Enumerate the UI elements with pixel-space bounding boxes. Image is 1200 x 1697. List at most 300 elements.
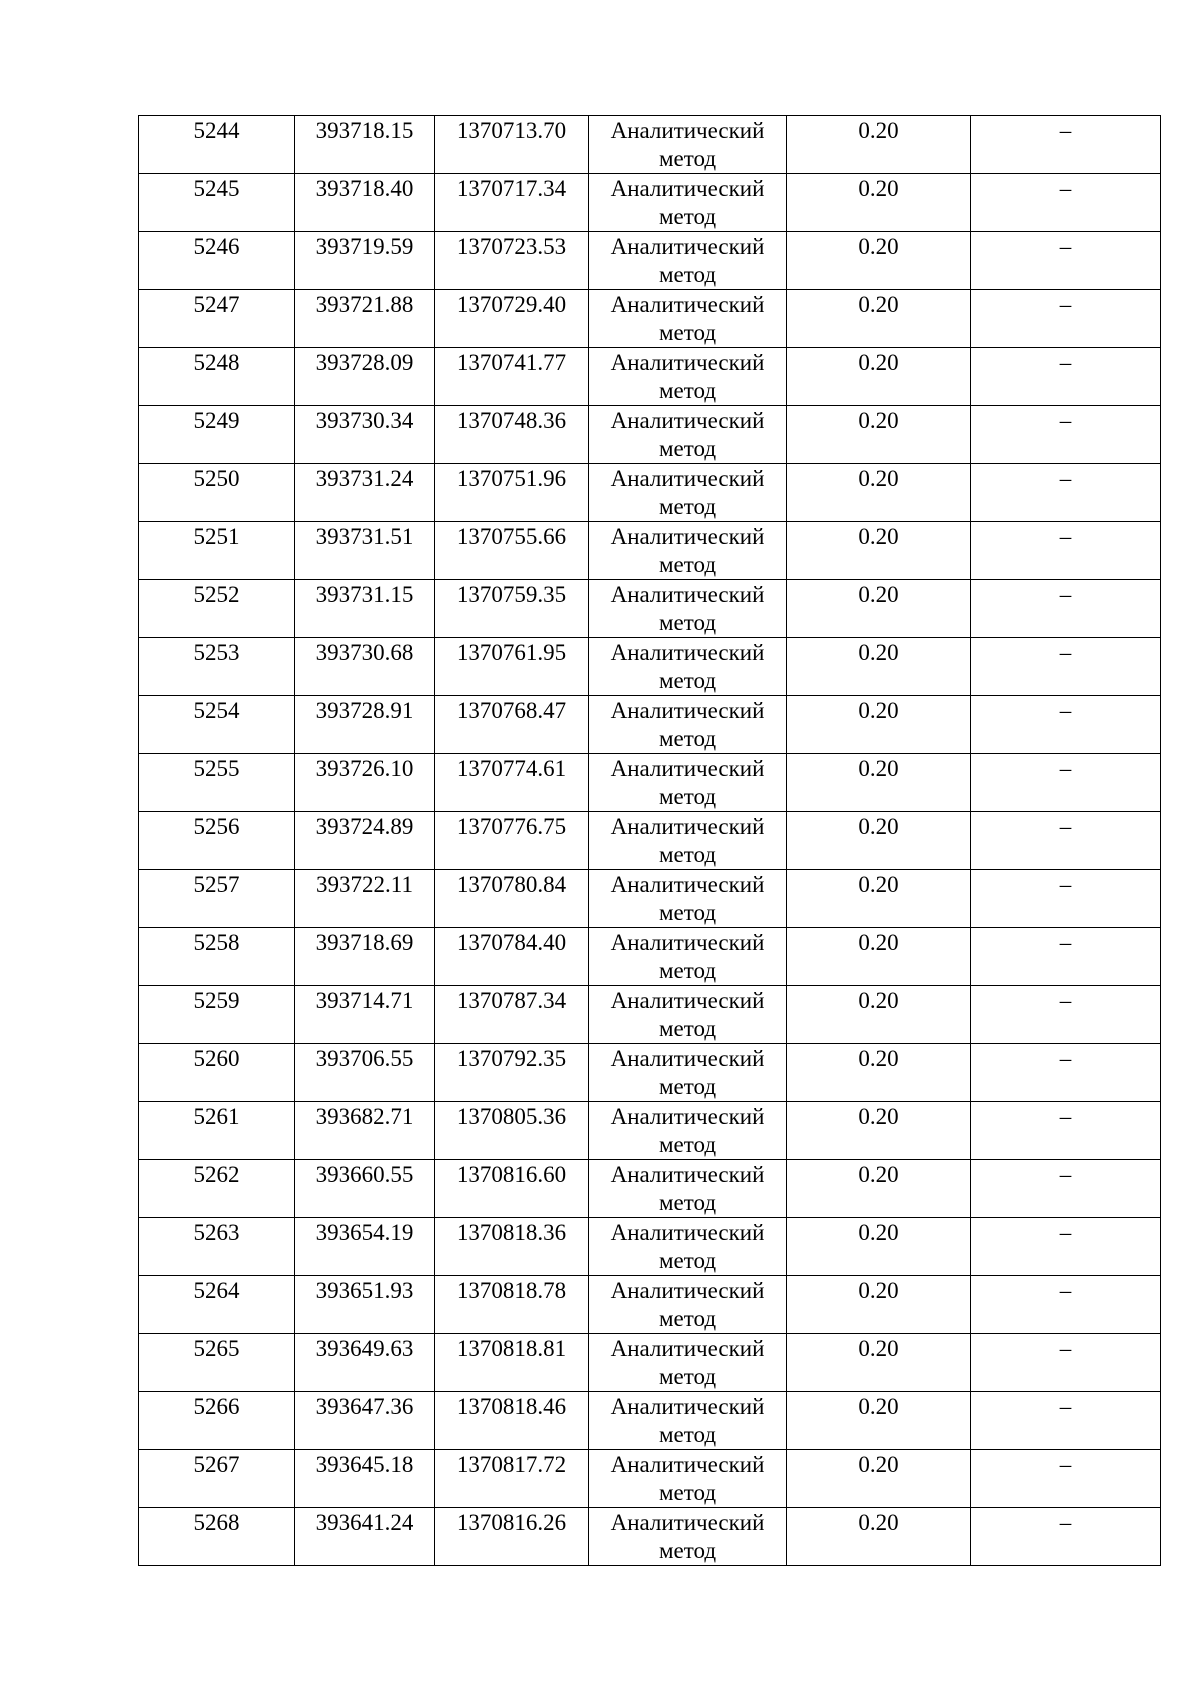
y-coordinate: 1370787.34 bbox=[456, 988, 567, 1013]
y-coordinate: 1370723.53 bbox=[456, 234, 567, 259]
x-coordinate-cell bbox=[295, 638, 435, 696]
point-number-cell bbox=[139, 1276, 295, 1334]
table-row bbox=[139, 754, 1161, 812]
note-dash: – bbox=[1059, 1104, 1072, 1129]
method-cell bbox=[589, 638, 787, 696]
point-number: 5257 bbox=[193, 872, 240, 897]
y-coordinate: 1370755.66 bbox=[456, 524, 567, 549]
x-coordinate: 393654.19 bbox=[315, 1220, 414, 1245]
x-coordinate-cell bbox=[295, 1508, 435, 1566]
point-number: 5258 bbox=[193, 930, 240, 955]
note-cell bbox=[971, 1160, 1161, 1218]
method-text: Аналитический метод bbox=[610, 176, 765, 229]
y-coordinate-cell bbox=[435, 1450, 589, 1508]
note-dash: – bbox=[1059, 930, 1072, 955]
accuracy-value: 0.20 bbox=[858, 582, 899, 607]
point-number: 5252 bbox=[193, 582, 240, 607]
point-number: 5246 bbox=[193, 234, 240, 259]
method-text: Аналитический метод bbox=[610, 640, 765, 693]
note-dash: – bbox=[1059, 1336, 1072, 1361]
point-number: 5250 bbox=[193, 466, 240, 491]
method-text: Аналитический метод bbox=[610, 1394, 765, 1447]
accuracy-value: 0.20 bbox=[858, 524, 899, 549]
table-row bbox=[139, 1276, 1161, 1334]
table-row bbox=[139, 1392, 1161, 1450]
y-coordinate-cell bbox=[435, 464, 589, 522]
accuracy-cell bbox=[787, 1160, 971, 1218]
point-number: 5255 bbox=[193, 756, 240, 781]
note-cell bbox=[971, 638, 1161, 696]
x-coordinate-cell bbox=[295, 1044, 435, 1102]
y-coordinate: 1370805.36 bbox=[456, 1104, 567, 1129]
y-coordinate-cell bbox=[435, 1218, 589, 1276]
accuracy-value: 0.20 bbox=[858, 1104, 899, 1129]
note-dash: – bbox=[1059, 1452, 1072, 1477]
x-coordinate-cell bbox=[295, 1276, 435, 1334]
accuracy-value: 0.20 bbox=[858, 1452, 899, 1477]
accuracy-cell bbox=[787, 1276, 971, 1334]
accuracy-cell bbox=[787, 464, 971, 522]
method-text: Аналитический метод bbox=[610, 524, 765, 577]
accuracy-cell bbox=[787, 638, 971, 696]
y-coordinate: 1370774.61 bbox=[456, 756, 567, 781]
x-coordinate: 393731.24 bbox=[315, 466, 414, 491]
note-cell bbox=[971, 928, 1161, 986]
note-cell bbox=[971, 174, 1161, 232]
point-number-cell bbox=[139, 638, 295, 696]
table-row bbox=[139, 1044, 1161, 1102]
method-text: Аналитический метод bbox=[610, 582, 765, 635]
method-cell bbox=[589, 290, 787, 348]
table-row bbox=[139, 986, 1161, 1044]
x-coordinate: 393647.36 bbox=[315, 1394, 414, 1419]
note-dash: – bbox=[1059, 1394, 1072, 1419]
method-cell bbox=[589, 1044, 787, 1102]
note-cell bbox=[971, 1450, 1161, 1508]
x-coordinate: 393728.91 bbox=[315, 698, 414, 723]
table-row bbox=[139, 812, 1161, 870]
y-coordinate: 1370768.47 bbox=[456, 698, 567, 723]
y-coordinate-cell bbox=[435, 348, 589, 406]
accuracy-cell bbox=[787, 812, 971, 870]
x-coordinate-cell bbox=[295, 696, 435, 754]
table-row bbox=[139, 348, 1161, 406]
accuracy-cell bbox=[787, 754, 971, 812]
x-coordinate: 393726.10 bbox=[315, 756, 414, 781]
note-cell bbox=[971, 1218, 1161, 1276]
accuracy-value: 0.20 bbox=[858, 698, 899, 723]
y-coordinate: 1370759.35 bbox=[456, 582, 567, 607]
accuracy-cell bbox=[787, 174, 971, 232]
y-coordinate-cell bbox=[435, 1044, 589, 1102]
point-number: 5262 bbox=[193, 1162, 240, 1187]
method-text: Аналитический метод bbox=[610, 988, 765, 1041]
table-row bbox=[139, 1160, 1161, 1218]
note-dash: – bbox=[1059, 408, 1072, 433]
method-cell bbox=[589, 580, 787, 638]
y-coordinate-cell bbox=[435, 174, 589, 232]
x-coordinate-cell bbox=[295, 754, 435, 812]
accuracy-cell bbox=[787, 1102, 971, 1160]
method-cell bbox=[589, 116, 787, 174]
accuracy-cell bbox=[787, 1044, 971, 1102]
accuracy-cell bbox=[787, 1334, 971, 1392]
note-dash: – bbox=[1059, 988, 1072, 1013]
method-text: Аналитический метод bbox=[610, 756, 765, 809]
point-number: 5254 bbox=[193, 698, 240, 723]
y-coordinate-cell bbox=[435, 406, 589, 464]
point-number: 5247 bbox=[193, 292, 240, 317]
x-coordinate-cell bbox=[295, 870, 435, 928]
accuracy-value: 0.20 bbox=[858, 1046, 899, 1071]
x-coordinate-cell bbox=[295, 116, 435, 174]
method-cell bbox=[589, 1218, 787, 1276]
y-coordinate: 1370816.60 bbox=[456, 1162, 567, 1187]
note-dash: – bbox=[1059, 1046, 1072, 1071]
accuracy-value: 0.20 bbox=[858, 408, 899, 433]
x-coordinate: 393731.15 bbox=[315, 582, 414, 607]
accuracy-cell bbox=[787, 928, 971, 986]
accuracy-value: 0.20 bbox=[858, 756, 899, 781]
accuracy-value: 0.20 bbox=[858, 292, 899, 317]
x-coordinate-cell bbox=[295, 1102, 435, 1160]
accuracy-value: 0.20 bbox=[858, 1510, 899, 1535]
note-dash: – bbox=[1059, 1278, 1072, 1303]
method-cell bbox=[589, 986, 787, 1044]
y-coordinate-cell bbox=[435, 116, 589, 174]
y-coordinate-cell bbox=[435, 1102, 589, 1160]
table-row bbox=[139, 522, 1161, 580]
table-row bbox=[139, 464, 1161, 522]
note-cell bbox=[971, 1392, 1161, 1450]
y-coordinate: 1370818.36 bbox=[456, 1220, 567, 1245]
note-dash: – bbox=[1059, 176, 1072, 201]
point-number-cell bbox=[139, 696, 295, 754]
point-number-cell bbox=[139, 522, 295, 580]
accuracy-cell bbox=[787, 1450, 971, 1508]
x-coordinate: 393728.09 bbox=[315, 350, 414, 375]
x-coordinate-cell bbox=[295, 1450, 435, 1508]
y-coordinate-cell bbox=[435, 696, 589, 754]
accuracy-cell bbox=[787, 290, 971, 348]
table-row bbox=[139, 928, 1161, 986]
method-cell bbox=[589, 232, 787, 290]
method-cell bbox=[589, 464, 787, 522]
method-cell bbox=[589, 1508, 787, 1566]
note-cell bbox=[971, 986, 1161, 1044]
point-number-cell bbox=[139, 580, 295, 638]
y-coordinate-cell bbox=[435, 928, 589, 986]
x-coordinate-cell bbox=[295, 1392, 435, 1450]
x-coordinate-cell bbox=[295, 1160, 435, 1218]
table-row bbox=[139, 174, 1161, 232]
point-number-cell bbox=[139, 986, 295, 1044]
note-dash: – bbox=[1059, 118, 1072, 143]
y-coordinate: 1370717.34 bbox=[456, 176, 567, 201]
table-row bbox=[139, 116, 1161, 174]
table-row bbox=[139, 290, 1161, 348]
x-coordinate: 393706.55 bbox=[315, 1046, 414, 1071]
x-coordinate-cell bbox=[295, 1218, 435, 1276]
note-dash: – bbox=[1059, 872, 1072, 897]
method-cell bbox=[589, 522, 787, 580]
note-cell bbox=[971, 696, 1161, 754]
accuracy-cell bbox=[787, 232, 971, 290]
x-coordinate-cell bbox=[295, 812, 435, 870]
note-cell bbox=[971, 870, 1161, 928]
y-coordinate: 1370816.26 bbox=[456, 1510, 567, 1535]
note-cell bbox=[971, 290, 1161, 348]
note-cell bbox=[971, 1102, 1161, 1160]
accuracy-cell bbox=[787, 406, 971, 464]
note-dash: – bbox=[1059, 1162, 1072, 1187]
point-number: 5265 bbox=[193, 1336, 240, 1361]
x-coordinate: 393660.55 bbox=[315, 1162, 414, 1187]
note-cell bbox=[971, 1276, 1161, 1334]
point-number: 5266 bbox=[193, 1394, 240, 1419]
point-number: 5256 bbox=[193, 814, 240, 839]
x-coordinate: 393651.93 bbox=[315, 1278, 414, 1303]
coordinates-table bbox=[138, 115, 1161, 1566]
point-number: 5244 bbox=[193, 118, 240, 143]
method-cell bbox=[589, 754, 787, 812]
table-row bbox=[139, 870, 1161, 928]
y-coordinate: 1370729.40 bbox=[456, 292, 567, 317]
x-coordinate: 393718.69 bbox=[315, 930, 414, 955]
accuracy-cell bbox=[787, 116, 971, 174]
x-coordinate-cell bbox=[295, 406, 435, 464]
y-coordinate-cell bbox=[435, 1160, 589, 1218]
note-cell bbox=[971, 348, 1161, 406]
method-text: Аналитический метод bbox=[610, 1162, 765, 1215]
method-text: Аналитический метод bbox=[610, 698, 765, 751]
accuracy-value: 0.20 bbox=[858, 872, 899, 897]
accuracy-cell bbox=[787, 348, 971, 406]
note-dash: – bbox=[1059, 640, 1072, 665]
method-cell bbox=[589, 406, 787, 464]
y-coordinate: 1370792.35 bbox=[456, 1046, 567, 1071]
point-number: 5249 bbox=[193, 408, 240, 433]
table-row bbox=[139, 1450, 1161, 1508]
note-dash: – bbox=[1059, 234, 1072, 259]
note-cell bbox=[971, 522, 1161, 580]
y-coordinate: 1370784.40 bbox=[456, 930, 567, 955]
x-coordinate: 393645.18 bbox=[315, 1452, 414, 1477]
table-row bbox=[139, 1102, 1161, 1160]
point-number-cell bbox=[139, 1160, 295, 1218]
method-text: Аналитический метод bbox=[610, 234, 765, 287]
note-dash: – bbox=[1059, 698, 1072, 723]
method-cell bbox=[589, 696, 787, 754]
table-row bbox=[139, 696, 1161, 754]
x-coordinate: 393641.24 bbox=[315, 1510, 414, 1535]
point-number: 5260 bbox=[193, 1046, 240, 1071]
note-cell bbox=[971, 1508, 1161, 1566]
note-cell bbox=[971, 116, 1161, 174]
table-row bbox=[139, 232, 1161, 290]
x-coordinate: 393718.40 bbox=[315, 176, 414, 201]
method-text: Аналитический метод bbox=[610, 292, 765, 345]
point-number-cell bbox=[139, 1044, 295, 1102]
x-coordinate: 393731.51 bbox=[315, 524, 414, 549]
method-cell bbox=[589, 1334, 787, 1392]
table-row bbox=[139, 1508, 1161, 1566]
point-number-cell bbox=[139, 116, 295, 174]
table-row bbox=[139, 1218, 1161, 1276]
note-cell bbox=[971, 1334, 1161, 1392]
note-dash: – bbox=[1059, 1510, 1072, 1535]
x-coordinate-cell bbox=[295, 928, 435, 986]
point-number: 5261 bbox=[193, 1104, 240, 1129]
method-text: Аналитический метод bbox=[610, 814, 765, 867]
x-coordinate: 393714.71 bbox=[315, 988, 414, 1013]
y-coordinate-cell bbox=[435, 754, 589, 812]
y-coordinate: 1370713.70 bbox=[456, 118, 567, 143]
x-coordinate: 393730.68 bbox=[315, 640, 414, 665]
x-coordinate-cell bbox=[295, 1334, 435, 1392]
method-text: Аналитический метод bbox=[610, 1510, 765, 1563]
method-text: Аналитический метод bbox=[610, 466, 765, 519]
point-number: 5251 bbox=[193, 524, 240, 549]
method-cell bbox=[589, 870, 787, 928]
accuracy-value: 0.20 bbox=[858, 988, 899, 1013]
y-coordinate: 1370818.78 bbox=[456, 1278, 567, 1303]
point-number-cell bbox=[139, 174, 295, 232]
method-text: Аналитический метод bbox=[610, 1452, 765, 1505]
y-coordinate-cell bbox=[435, 638, 589, 696]
accuracy-value: 0.20 bbox=[858, 350, 899, 375]
y-coordinate-cell bbox=[435, 870, 589, 928]
x-coordinate-cell bbox=[295, 290, 435, 348]
point-number-cell bbox=[139, 348, 295, 406]
point-number: 5263 bbox=[193, 1220, 240, 1245]
accuracy-value: 0.20 bbox=[858, 640, 899, 665]
x-coordinate: 393730.34 bbox=[315, 408, 414, 433]
note-cell bbox=[971, 812, 1161, 870]
accuracy-value: 0.20 bbox=[858, 234, 899, 259]
accuracy-cell bbox=[787, 1392, 971, 1450]
y-coordinate: 1370761.95 bbox=[456, 640, 567, 665]
x-coordinate: 393724.89 bbox=[315, 814, 414, 839]
point-number-cell bbox=[139, 754, 295, 812]
y-coordinate: 1370817.72 bbox=[456, 1452, 567, 1477]
method-cell bbox=[589, 1392, 787, 1450]
x-coordinate: 393682.71 bbox=[315, 1104, 414, 1129]
method-cell bbox=[589, 1276, 787, 1334]
point-number: 5264 bbox=[193, 1278, 240, 1303]
point-number-cell bbox=[139, 870, 295, 928]
x-coordinate: 393719.59 bbox=[315, 234, 414, 259]
point-number-cell bbox=[139, 1392, 295, 1450]
point-number-cell bbox=[139, 290, 295, 348]
method-cell bbox=[589, 812, 787, 870]
point-number-cell bbox=[139, 1218, 295, 1276]
note-dash: – bbox=[1059, 1220, 1072, 1245]
y-coordinate-cell bbox=[435, 232, 589, 290]
accuracy-cell bbox=[787, 696, 971, 754]
method-cell bbox=[589, 928, 787, 986]
table-row bbox=[139, 406, 1161, 464]
point-number: 5253 bbox=[193, 640, 240, 665]
method-text: Аналитический метод bbox=[610, 1104, 765, 1157]
accuracy-cell bbox=[787, 986, 971, 1044]
method-cell bbox=[589, 1102, 787, 1160]
accuracy-value: 0.20 bbox=[858, 1278, 899, 1303]
method-cell bbox=[589, 1160, 787, 1218]
x-coordinate-cell bbox=[295, 232, 435, 290]
method-text: Аналитический метод bbox=[610, 118, 765, 171]
method-cell bbox=[589, 174, 787, 232]
method-text: Аналитический метод bbox=[610, 350, 765, 403]
note-cell bbox=[971, 232, 1161, 290]
accuracy-cell bbox=[787, 870, 971, 928]
y-coordinate-cell bbox=[435, 1392, 589, 1450]
point-number: 5267 bbox=[193, 1452, 240, 1477]
accuracy-value: 0.20 bbox=[858, 176, 899, 201]
accuracy-cell bbox=[787, 1218, 971, 1276]
note-dash: – bbox=[1059, 524, 1072, 549]
note-dash: – bbox=[1059, 350, 1072, 375]
y-coordinate-cell bbox=[435, 1508, 589, 1566]
accuracy-value: 0.20 bbox=[858, 466, 899, 491]
table-row bbox=[139, 638, 1161, 696]
point-number: 5248 bbox=[193, 350, 240, 375]
method-text: Аналитический метод bbox=[610, 1336, 765, 1389]
accuracy-cell bbox=[787, 1508, 971, 1566]
table-body bbox=[139, 116, 1161, 1566]
y-coordinate: 1370741.77 bbox=[456, 350, 567, 375]
point-number: 5268 bbox=[193, 1510, 240, 1535]
point-number-cell bbox=[139, 232, 295, 290]
x-coordinate-cell bbox=[295, 580, 435, 638]
table-row bbox=[139, 1334, 1161, 1392]
accuracy-value: 0.20 bbox=[858, 1394, 899, 1419]
point-number: 5245 bbox=[193, 176, 240, 201]
point-number-cell bbox=[139, 1334, 295, 1392]
accuracy-cell bbox=[787, 522, 971, 580]
x-coordinate: 393718.15 bbox=[315, 118, 414, 143]
y-coordinate-cell bbox=[435, 522, 589, 580]
accuracy-cell bbox=[787, 580, 971, 638]
accuracy-value: 0.20 bbox=[858, 1220, 899, 1245]
x-coordinate-cell bbox=[295, 522, 435, 580]
y-coordinate-cell bbox=[435, 580, 589, 638]
point-number-cell bbox=[139, 406, 295, 464]
point-number: 5259 bbox=[193, 988, 240, 1013]
method-text: Аналитический метод bbox=[610, 872, 765, 925]
accuracy-value: 0.20 bbox=[858, 1336, 899, 1361]
method-text: Аналитический метод bbox=[610, 930, 765, 983]
y-coordinate: 1370776.75 bbox=[456, 814, 567, 839]
x-coordinate-cell bbox=[295, 986, 435, 1044]
y-coordinate-cell bbox=[435, 1276, 589, 1334]
method-text: Аналитический метод bbox=[610, 1278, 765, 1331]
accuracy-value: 0.20 bbox=[858, 814, 899, 839]
note-cell bbox=[971, 580, 1161, 638]
method-cell bbox=[589, 1450, 787, 1508]
point-number-cell bbox=[139, 812, 295, 870]
accuracy-value: 0.20 bbox=[858, 1162, 899, 1187]
y-coordinate-cell bbox=[435, 986, 589, 1044]
y-coordinate: 1370780.84 bbox=[456, 872, 567, 897]
accuracy-value: 0.20 bbox=[858, 930, 899, 955]
table-row bbox=[139, 580, 1161, 638]
x-coordinate: 393721.88 bbox=[315, 292, 414, 317]
x-coordinate-cell bbox=[295, 174, 435, 232]
point-number-cell bbox=[139, 1508, 295, 1566]
point-number-cell bbox=[139, 928, 295, 986]
y-coordinate-cell bbox=[435, 290, 589, 348]
